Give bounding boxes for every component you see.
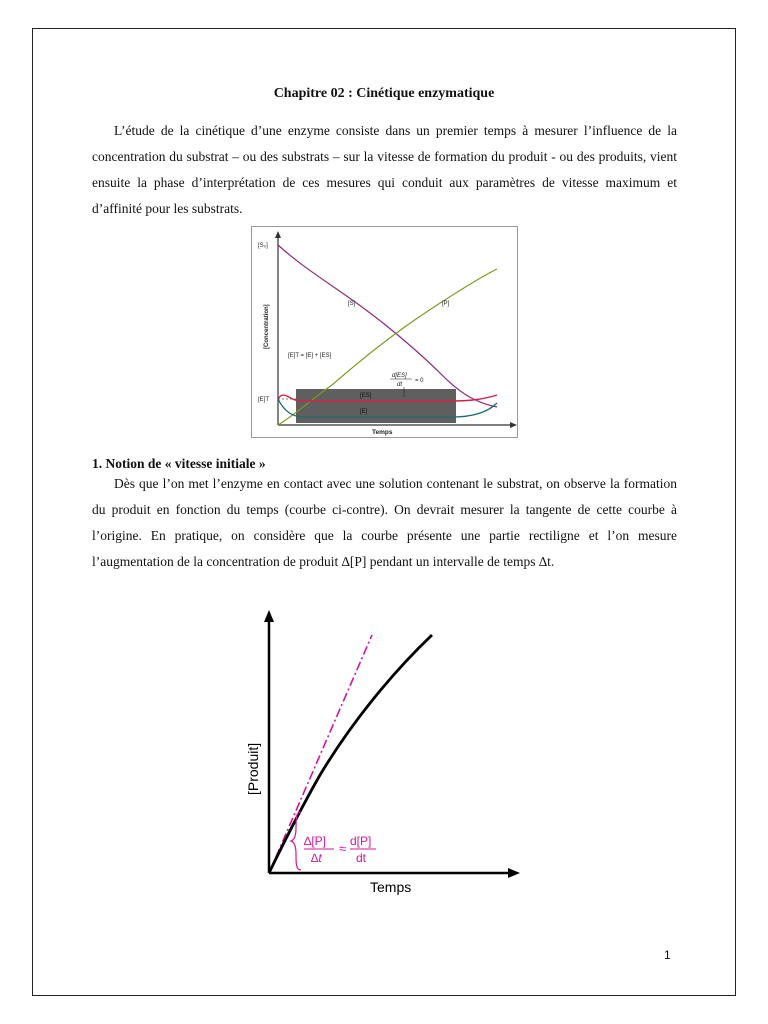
kinetics-figure-svg	[252, 227, 519, 439]
delta-p-label: ∆[P]	[304, 834, 327, 848]
e-label: [E]	[360, 409, 368, 415]
dt-label: dt	[356, 851, 367, 865]
initial-velocity-svg	[240, 600, 530, 900]
section-heading: 1. Notion de « vitesse initiale »	[92, 456, 266, 471]
fig1-x-arrow	[510, 422, 517, 428]
delta-t-label: ∆t	[311, 851, 322, 865]
fig1-y-label: [Concentration]	[264, 304, 270, 349]
fig1-y-arrow	[275, 231, 281, 238]
approx-symbol: ≈	[339, 841, 347, 856]
s-label: [S]	[348, 301, 356, 307]
steady-den: dt	[397, 382, 403, 388]
substrate-curve	[278, 245, 497, 407]
fig2-x-label: Temps	[370, 879, 412, 895]
et-equation: [E]T = [E] + [ES]	[288, 353, 332, 359]
fig1-x-label: Temps	[372, 429, 393, 436]
es-label: [ES]	[360, 393, 372, 399]
p-label: [P]	[442, 301, 450, 307]
page-number: 1	[664, 948, 671, 962]
fig2-y-label: [Produit]	[245, 742, 261, 795]
kinetics-figure	[251, 226, 518, 438]
fig2-y-arrow	[264, 610, 274, 622]
et-label: [E]T	[258, 397, 270, 403]
dp-label: d[P]	[350, 834, 372, 848]
section-paragraph: Dès que l’on met l’enzyme en contact avec une solution contenant le substrat, on observe la formation du produit en fonction du temps (courbe ci-contre). On devrait mesurer la tangente de cette courbe à l’origine. En pratique, on considère que la courbe présente une partie rectiligne et l’on mesure l’augmentation de la concentration de produit ∆[P] pendant un intervalle de temps ∆t.	[92, 476, 677, 569]
intro-paragraph: L’étude de la cinétique d’une enzyme consiste dans un premier temps à mesurer l’influence de la concentration du substrat – ou des substrats – sur la vitesse de formation du produit - ou des produits, vient ensuite la phase d’interprétation de ces mesures qui conduit aux paramètres de vitesse maximum et d’affinité pour les substrats.	[92, 123, 677, 216]
initial-velocity-figure	[240, 600, 530, 900]
steady-eq: = 0	[415, 378, 424, 384]
fig2-x-arrow	[508, 868, 520, 878]
s0-label: [S₀]	[258, 243, 268, 249]
page-title: Chapitre 02 : Cinétique enzymatique	[273, 86, 495, 101]
steady-num: d[ES]	[392, 373, 407, 379]
